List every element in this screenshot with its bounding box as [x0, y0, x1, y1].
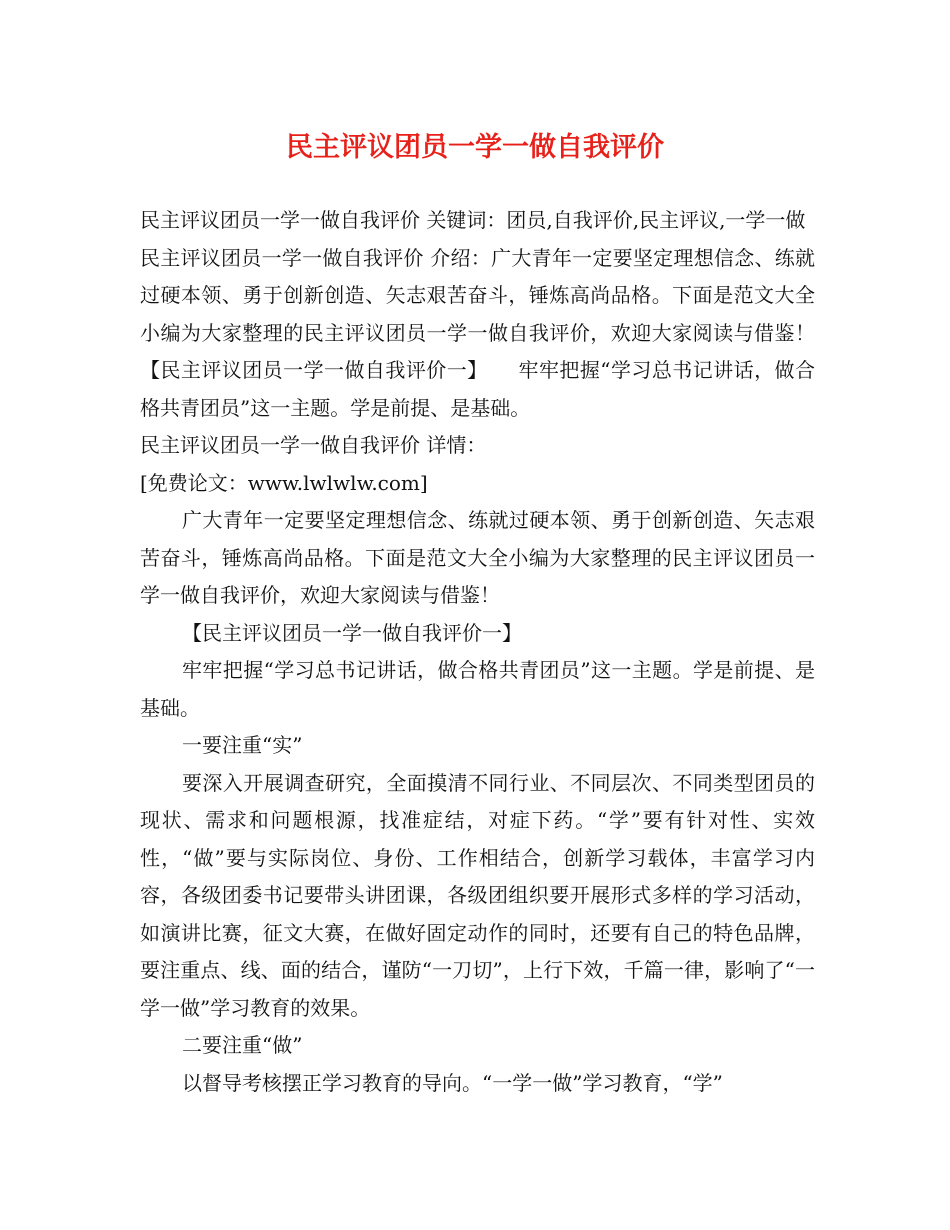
details-heading: 民主评议团员一学一做自我评价 详情：: [140, 433, 487, 457]
body-paragraph: 牢牢把握“学习总书记讲话，做合格共青团员”这一主题。学是前提、是基础。: [140, 658, 815, 720]
intro-paragraph: 民主评议团员一学一做自我评价 介绍：广大青年一定要坚定理想信念、练就过硬本领、勇于创新创造、矢志艰苦奋斗，锤炼高尚品格。下面是范文大全小编为大家整理的民主评议团员一学一做自我评价，欢迎大家阅读与借鉴！ 【民主评议团员一学一做自我评价一】 牢牢把握“学习总书记讲话，做合格共青团员”这一主题。学是前提、是基础。: [140, 245, 855, 420]
body-paragraph: 要深入开展调查研究，全面摸清不同行业、不同层次、不同类型团员的现状、需求和问题根源，找准症结，对症下药。“学”要有针对性、实效性，“做”要与实际岗位、身份、工作相结合，创新学习载体，丰富学习内容，各级团委书记要带头讲团课，各级团组织要开展形式多样的学习活动，如演讲比赛，征文大赛，在做好固定动作的同时，还要有自己的特色品牌，要注重点、线、面的结合，谨防“一刀切”，上行下效，千篇一律，影响了“一学一做”学习教育的效果。: [140, 770, 815, 1020]
section-heading: 【民主评议团员一学一做自我评价一】: [182, 620, 522, 645]
body-paragraph: 以督导考核摆正学习教育的导向。“一学一做”学习教育，“学”: [182, 1070, 723, 1095]
subsection-heading: 二要注重“做”: [182, 1033, 303, 1057]
body-paragraph: 广大青年一定要坚定理想信念、练就过硬本领、勇于创新创造、矢志艰苦奋斗，锤炼高尚品格。下面是范文大全小编为大家整理的民主评议团员一学一做自我评价，欢迎大家阅读与借鉴！: [140, 508, 815, 607]
document-title: 民主评议团员一学一做自我评价: [286, 132, 664, 163]
subsection-heading: 一要注重“实”: [182, 733, 303, 757]
keywords-paragraph: 民主评议团员一学一做自我评价 关键词：团员,自我评价,民主评议,一学一做: [140, 208, 806, 232]
document-body: [140, 202, 855, 1102]
source-link[interactable]: [免费论文：www.lwlwlw.com]: [140, 470, 428, 495]
